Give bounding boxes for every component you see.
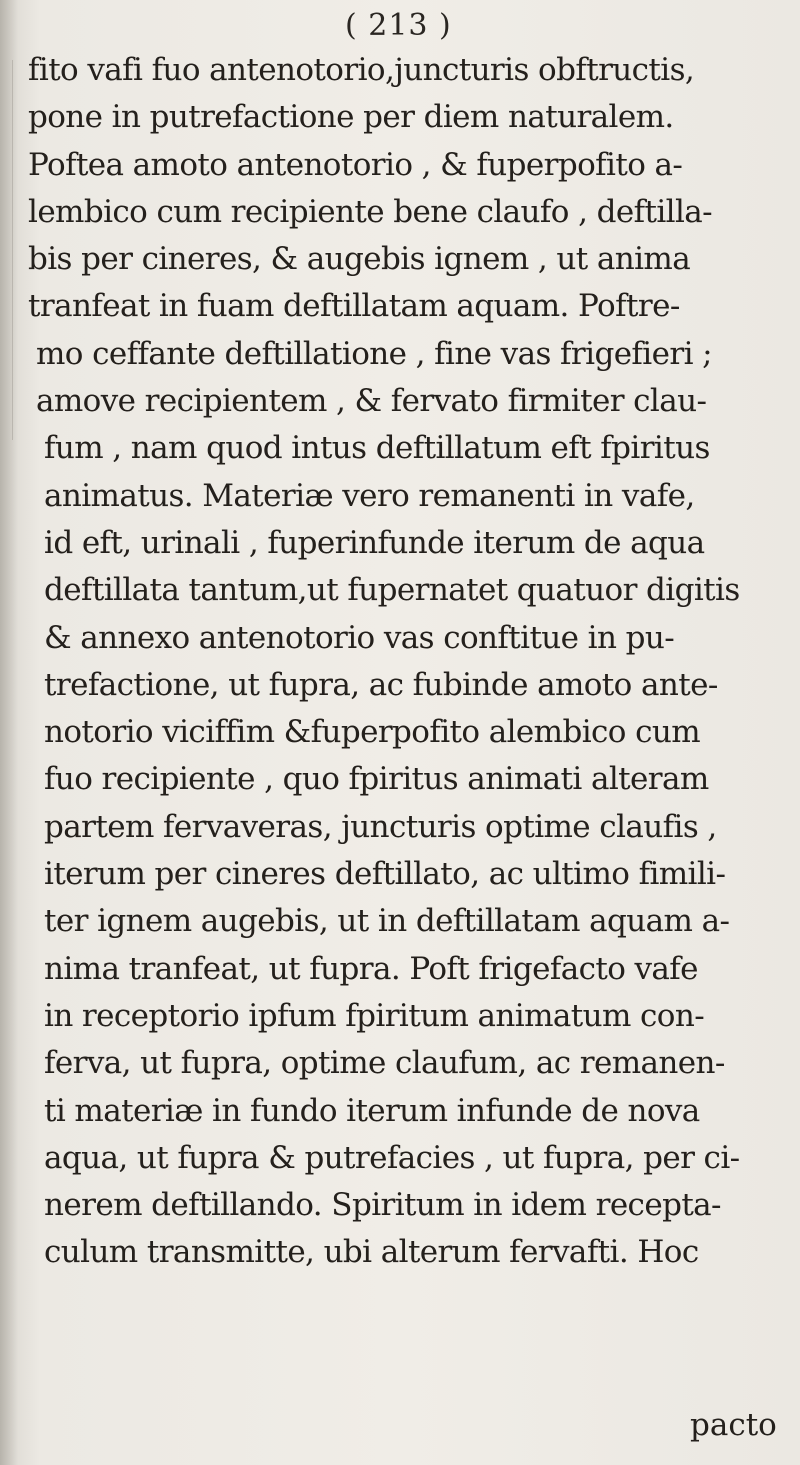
body-text xyxy=(24,47,794,1277)
text-line: ti materiæ in fundo iterum infunde de nova xyxy=(44,1092,700,1129)
page-number: ( 213 ) xyxy=(345,8,452,43)
text-line: notorio viciffim &fuperpofito alembico cum xyxy=(44,714,701,751)
text-line: aqua, ut fupra & putrefacies , ut fupra, per ci- xyxy=(44,1139,740,1176)
text-line: tranfeat in fuam deftillatam aquam. Poftre- xyxy=(28,288,680,325)
text-line: fito vafi fuo antenotorio,juncturis obftructis, xyxy=(28,52,695,88)
text-line: animatus. Materiæ vero remanenti in vafe, xyxy=(44,477,695,514)
text-line: fum , nam quod intus deftillatum eft fpiritus xyxy=(44,430,710,467)
text-line: ferva, ut fupra, optime claufum, ac remanen- xyxy=(44,1045,725,1082)
binding-gutter-shadow xyxy=(0,0,18,1465)
text-line: pone in putrefactione per diem naturalem. xyxy=(28,99,674,136)
text-line: nerem deftillando. Spiritum in idem recepta- xyxy=(44,1187,721,1224)
text-line: mo ceffante deftillatione , fine vas frigefieri ; xyxy=(36,335,713,372)
text-line: fuo recipiente , quo fpiritus animati alteram xyxy=(44,761,709,798)
text-line: nima tranfeat, ut fupra. Poft frigefacto vafe xyxy=(44,950,698,987)
text-line: bis per cineres, & augebis ignem , ut anima xyxy=(28,241,691,278)
text-line: iterum per cineres deftillato, ac ultimo fimili- xyxy=(44,856,726,893)
text-line: trefactione, ut fupra, ac fubinde amoto ante- xyxy=(44,666,718,703)
margin-rule xyxy=(12,60,13,440)
text-line: amove recipientem , & fervato firmiter clau- xyxy=(36,383,707,420)
text-line: lembico cum recipiente bene claufo , deftilla- xyxy=(28,193,713,230)
text-line: ter ignem augebis, ut in deftillatam aquam a- xyxy=(44,903,730,940)
text-line: partem fervaveras, juncturis optime claufis , xyxy=(44,808,717,845)
text-line: deftillata tantum,ut fupernatet quatuor digitis xyxy=(44,572,740,609)
catchword: pacto xyxy=(690,1407,777,1443)
text-line: Poftea amoto antenotorio , & fuperpofito a- xyxy=(28,146,683,183)
text-line: id eft, urinali , fuperinfunde iterum de aqua xyxy=(44,524,705,561)
text-line: & annexo antenotorio vas conftitue in pu- xyxy=(44,619,675,656)
text-line: in receptorio ipfum fpiritum animatum con- xyxy=(44,997,705,1034)
text-line: culum transmitte, ubi alterum fervafti. Hoc xyxy=(44,1234,699,1271)
